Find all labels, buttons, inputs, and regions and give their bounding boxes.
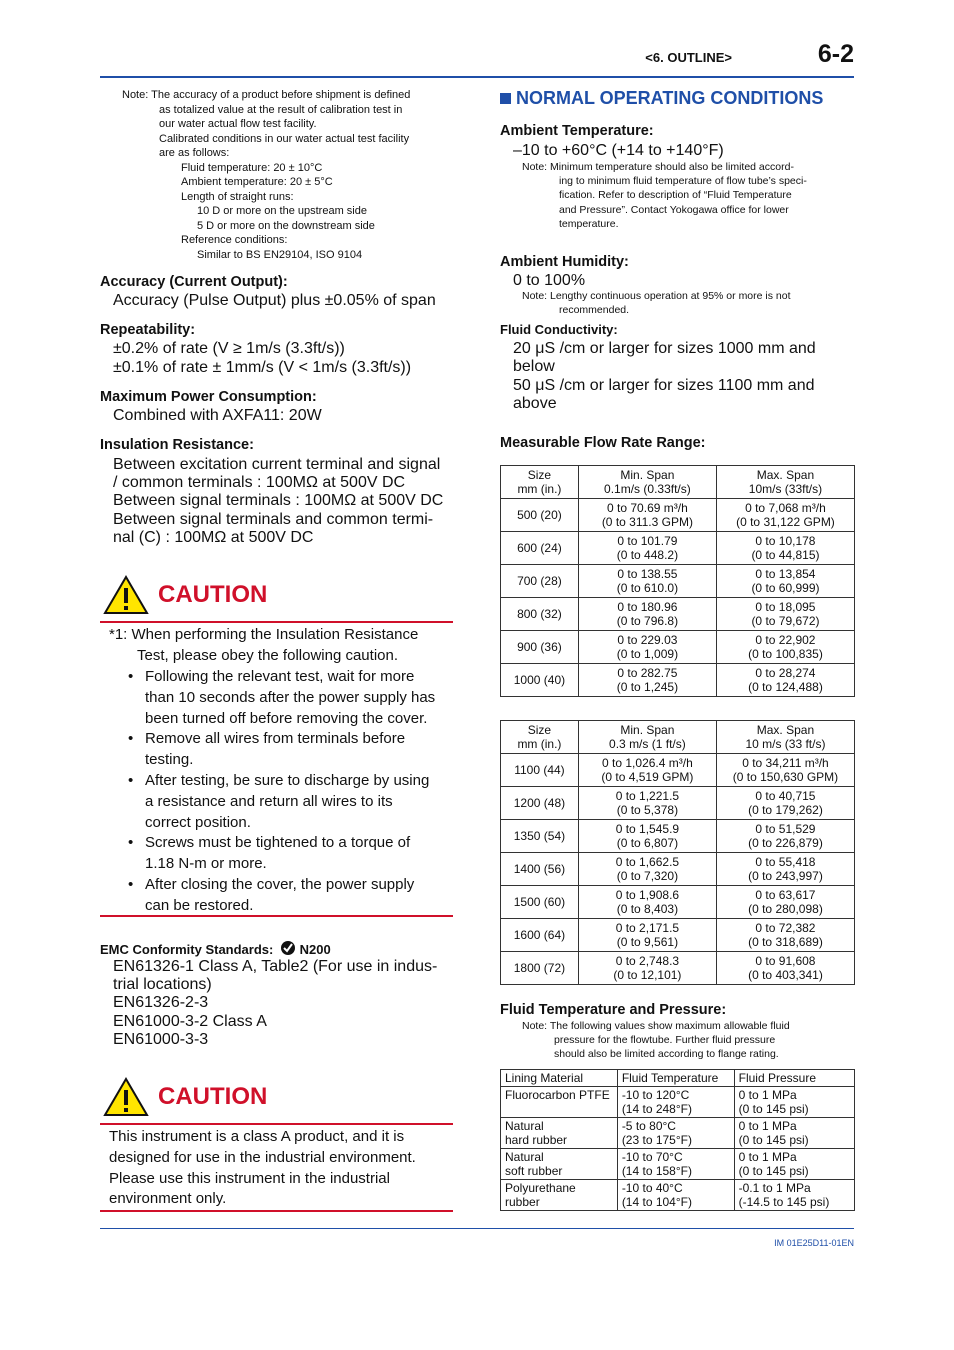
power-heading: Maximum Power Consumption: — [100, 389, 317, 405]
note-line: Fluid temperature: 20 ± 10°C — [181, 161, 323, 174]
table-header-row — [501, 466, 855, 499]
note-line: should also be limited according to flange rating. — [554, 1048, 779, 1061]
ambient-temp-heading: Ambient Temperature: — [500, 123, 654, 139]
cell-line: (0 to 243,997) — [748, 869, 823, 883]
cell-line: 800 (32) — [517, 607, 562, 621]
table-cell — [578, 820, 716, 853]
table-cell — [578, 499, 716, 532]
table-header-cell — [501, 721, 579, 754]
bullet-line: a resistance and return all wires to its — [145, 792, 393, 810]
cell-line: 1400 (56) — [513, 862, 566, 876]
conductivity-line: 20 μS /cm or larger for sizes 1000 mm and — [513, 340, 816, 357]
note-line: 10 D or more on the upstream side — [197, 205, 367, 217]
table-cell — [578, 598, 716, 631]
cell-line: (0 to 4,519 GPM) — [601, 770, 694, 784]
cell-line: 0 to 1 MPa — [738, 1150, 797, 1164]
table-cell — [501, 1087, 618, 1118]
caution-2-line: Please use this instrument in the industrial — [109, 1169, 390, 1187]
cell-line: (0 to 403,341) — [748, 968, 823, 982]
note-line: Note: Minimum temperature should also be limited accord- — [522, 161, 794, 173]
cell-line: (0 to 44,815) — [751, 548, 820, 562]
table-row — [501, 787, 855, 820]
cell-line: 900 (36) — [517, 640, 562, 654]
bullet-line: • Remove all wires from terminals before — [145, 730, 406, 748]
cell-line: 0 to 1,545.9 — [615, 822, 680, 836]
cell-line: -5 to 80°C — [621, 1119, 676, 1133]
cell-line: Min. Span — [620, 468, 675, 482]
cell-line: 1800 (72) — [513, 961, 566, 975]
bullet-line: correct position. — [145, 813, 251, 831]
accuracy-note — [100, 88, 410, 262]
note-line: ing to minimum fluid temperature of flow tube’s speci- — [559, 175, 807, 188]
cell-line: (0 to 311.3 GPM) — [601, 515, 693, 529]
c-tick-mark-icon — [280, 940, 296, 956]
cell-line: Natural — [505, 1119, 544, 1133]
note-line: Ambient temperature: 20 ± 5°C — [181, 176, 333, 188]
table-row — [501, 1180, 855, 1211]
table-cell — [501, 853, 579, 886]
cell-line: 0 to 91,608 — [755, 954, 816, 968]
cell-line: Max. Span — [756, 468, 815, 482]
cell-line: 0 to 40,715 — [755, 789, 816, 803]
cell-line: (0 to 145 psi) — [738, 1164, 809, 1178]
note-line: Note: The accuracy of a product before shipment is defined — [122, 89, 411, 101]
flow-range-table-2 — [500, 720, 855, 985]
cell-line: (0 to 145 psi) — [738, 1102, 809, 1116]
cell-line: 0 to 13,854 — [755, 567, 816, 581]
table-cell — [716, 565, 854, 598]
accuracy-heading: Accuracy (Current Output): — [100, 274, 288, 290]
table-cell — [716, 664, 854, 697]
table-cell — [617, 1180, 734, 1211]
cell-line: 0 to 51,529 — [755, 822, 816, 836]
ambient-temp-note — [522, 160, 807, 231]
caution-2-header — [100, 1075, 453, 1125]
emc-heading-row — [100, 940, 331, 957]
cell-line: 0.3 m/s (1 ft/s) — [609, 737, 686, 751]
insulation-line-4: Between signal terminals and common termi- — [113, 511, 434, 528]
cell-line: 0 to 10,178 — [755, 534, 816, 548]
table-cell — [578, 952, 716, 985]
cell-line: Min. Span — [620, 723, 675, 737]
table-cell — [734, 1149, 854, 1180]
cell-line: 0 to 229.03 — [617, 633, 678, 647]
bullet-line: been turned off before removing the cover. — [145, 709, 428, 727]
cell-line: 0 to 1,026.4 m³/h — [602, 756, 693, 770]
cell-line: (0 to 5,378) — [616, 803, 679, 817]
table-cell — [578, 631, 716, 664]
cell-line: -0.1 to 1 MPa — [738, 1181, 811, 1195]
cell-line: (0 to 6,807) — [616, 836, 679, 850]
table-row — [501, 952, 855, 985]
cell-line: 1500 (60) — [513, 895, 566, 909]
cell-line: (0 to 145 psi) — [738, 1133, 809, 1147]
bullet-line: testing. — [145, 751, 194, 769]
caution-2-bottom-rule — [100, 1210, 453, 1212]
cell-line: (0 to 31,122 GPM) — [736, 515, 835, 529]
cell-line: rubber — [505, 1195, 540, 1209]
table-cell — [501, 754, 579, 787]
bullet-line: than 10 seconds after the power supply has — [145, 688, 436, 706]
cell-line: (0 to 448.2) — [616, 548, 679, 562]
cell-line: 500 (20) — [517, 508, 562, 522]
table-cell — [578, 853, 716, 886]
insulation-line-1: Between excitation current terminal and signal — [113, 456, 441, 473]
cell-line: -10 to 70°C — [621, 1150, 683, 1164]
cell-line: 0 to 138.55 — [617, 567, 678, 581]
cell-line: (0 to 60,999) — [751, 581, 820, 595]
cell-line: 0 to 1,908.6 — [615, 888, 680, 902]
table-cell — [716, 499, 854, 532]
table-cell — [716, 754, 854, 787]
table-row — [501, 820, 855, 853]
cell-line: (0 to 9,561) — [616, 935, 679, 949]
note-line: Note: Lengthy continuous operation at 95% or more is not — [522, 290, 791, 302]
table-row — [501, 631, 855, 664]
cell-line: (0 to 124,488) — [748, 680, 823, 694]
note-line: as totalized value at the result of calibration test in — [159, 103, 403, 116]
repeatability-line-2: ±0.1% of rate ± 1mm/s (V < 1m/s (3.3ft/s)) — [113, 359, 412, 376]
table-cell — [716, 820, 854, 853]
cell-line: 1600 (64) — [513, 928, 566, 942]
note-line: Length of straight runs: — [181, 190, 294, 203]
header-rule — [100, 76, 854, 78]
table-cell — [501, 565, 579, 598]
table-header-cell: Lining Material — [501, 1070, 618, 1087]
bullet-item — [100, 875, 455, 917]
caution-1-intro-line: *1: When performing the Insulation Resistance — [109, 626, 419, 643]
note-line: Calibrated conditions in our water actual test facility — [159, 132, 410, 145]
table-cell — [617, 1149, 734, 1180]
table-cell — [501, 1118, 618, 1149]
caution-1-bottom-rule — [100, 915, 453, 917]
conductivity-line: below — [513, 358, 555, 375]
bullet-item — [100, 771, 455, 833]
table-cell — [578, 787, 716, 820]
table-cell — [578, 532, 716, 565]
table-row — [501, 1087, 855, 1118]
conductivity-line: above — [513, 395, 557, 412]
note-line: are as follows: — [159, 147, 230, 159]
cell-line: 0 to 63,617 — [755, 888, 816, 902]
fluid-conductivity-heading: Fluid Conductivity: — [500, 322, 618, 337]
cell-line: 0 to 22,902 — [755, 633, 816, 647]
section-label: <6. OUTLINE> — [645, 50, 732, 65]
table-cell — [501, 1149, 618, 1180]
cell-line: 0 to 70.69 m³/h — [607, 501, 688, 515]
note-line: pressure for the flowtube. Further fluid pressure — [554, 1034, 776, 1047]
caution-1-intro-line: Test, please obey the following caution. — [137, 646, 398, 664]
cell-line: Natural — [505, 1150, 544, 1164]
cell-line: mm (in.) — [517, 737, 562, 751]
cell-line: 0 to 2,748.3 — [615, 954, 680, 968]
bullet-line: • Screws must be tightened to a torque of — [145, 834, 411, 852]
accuracy-text: Accuracy (Pulse Output) plus ±0.05% of span — [113, 292, 436, 309]
caution-2-text — [109, 1127, 416, 1210]
cell-line: 10m/s (33ft/s) — [748, 482, 823, 496]
cell-line: (0 to 12,101) — [613, 968, 682, 982]
ambient-temp-value: –10 to +60°C (+14 to +140°F) — [513, 142, 724, 159]
table-cell — [501, 532, 579, 565]
insulation-heading: Insulation Resistance: — [100, 437, 254, 453]
table-cell — [578, 919, 716, 952]
cell-line: (23 to 175°F) — [621, 1133, 692, 1147]
table-cell — [716, 886, 854, 919]
cell-line: 0 to 55,418 — [755, 855, 816, 869]
bullet-item — [100, 667, 455, 729]
table-cell — [716, 532, 854, 565]
emc-line: EN61000-3-3 — [113, 1031, 209, 1048]
bullet-item — [100, 833, 455, 875]
table-cell — [501, 1180, 618, 1211]
document-id: IM 01E25D11-01EN — [774, 1238, 854, 1248]
table-row — [501, 754, 855, 787]
repeatability-heading: Repeatability: — [100, 322, 196, 338]
cell-line: (0 to 7,320) — [616, 869, 679, 883]
bullet-line: • Following the relevant test, wait for more — [145, 668, 415, 685]
table-header-row — [501, 1070, 855, 1087]
flow-range-heading: Measurable Flow Rate Range: — [500, 435, 706, 451]
cell-line: 0 to 2,171.5 — [615, 921, 680, 935]
repeatability-line-1: ±0.2% of rate (V ≥ 1m/s (3.3ft/s)) — [113, 340, 345, 357]
cell-line: (14 to 158°F) — [621, 1164, 692, 1178]
table-cell — [501, 598, 579, 631]
ambient-humidity-note — [522, 289, 791, 317]
table-row — [501, 1149, 855, 1180]
table-cell — [734, 1118, 854, 1149]
cell-line: Size — [527, 468, 552, 482]
cell-line: 1000 (40) — [513, 673, 566, 687]
table-cell — [716, 787, 854, 820]
cell-line: 600 (24) — [517, 541, 562, 555]
table-header-cell — [501, 466, 579, 499]
cell-line: 0 to 18,095 — [755, 600, 816, 614]
cell-line: -10 to 40°C — [621, 1181, 683, 1195]
note-line: Reference conditions: — [181, 234, 288, 246]
insulation-line-3: Between signal terminals : 100MΩ at 500V DC — [113, 492, 444, 509]
table-cell — [501, 499, 579, 532]
cell-line: hard rubber — [505, 1133, 568, 1147]
emc-heading: EMC Conformity Standards: — [100, 942, 274, 957]
cell-line: mm (in.) — [517, 482, 562, 496]
cell-line: 10 m/s (33 ft/s) — [745, 737, 826, 751]
cell-line: Size — [527, 723, 552, 737]
bullet-item — [100, 729, 455, 771]
caution-2-line: designed for use in the industrial environment. — [109, 1148, 416, 1166]
table-cell — [578, 664, 716, 697]
cell-line: soft rubber — [505, 1164, 563, 1178]
caution-1-title: CAUTION — [158, 581, 268, 608]
note-line: Similar to BS EN29104, ISO 9104 — [197, 248, 363, 261]
cell-line: 0 to 1,221.5 — [615, 789, 680, 803]
section-title: NORMAL OPERATING CONDITIONS — [516, 88, 824, 108]
note-line: 5 D or more on the downstream side — [197, 219, 375, 232]
ambient-humidity-heading: Ambient Humidity: — [500, 254, 629, 270]
cell-line: (0 to 226,879) — [748, 836, 823, 850]
cell-line: (14 to 248°F) — [621, 1102, 692, 1116]
fluid-temp-pressure-note — [522, 1019, 790, 1062]
table-header-cell: Fluid Pressure — [734, 1070, 854, 1087]
caution-2-line: This instrument is a class A product, and it is — [109, 1128, 405, 1145]
table-cell — [734, 1087, 854, 1118]
table-header-row — [501, 721, 855, 754]
table-cell — [716, 631, 854, 664]
cell-line: (0 to 1,009) — [616, 647, 679, 661]
cell-line: 0 to 101.79 — [617, 534, 678, 548]
note-line: our water actual flow test facility. — [159, 118, 317, 130]
table-cell — [578, 565, 716, 598]
table-cell — [501, 664, 579, 697]
bullet-line: • After testing, be sure to discharge by using — [145, 771, 430, 789]
table-row — [501, 664, 855, 697]
emc-line: trial locations) — [113, 976, 212, 993]
cell-line: 0 to 282.75 — [617, 666, 678, 680]
section-title-row — [500, 88, 823, 109]
cell-line: -10 to 120°C — [621, 1088, 690, 1102]
cell-line: 0 to 180.96 — [617, 600, 678, 614]
power-text: Combined with AXFA11: 20W — [113, 407, 322, 424]
square-bullet-icon — [500, 93, 511, 104]
cell-line: (0 to 610.0) — [616, 581, 679, 595]
cell-line: (14 to 104°F) — [621, 1195, 692, 1209]
insulation-line-5: nal (C) : 100MΩ at 500V DC — [113, 529, 314, 546]
table-header-cell — [716, 721, 854, 754]
cell-line: (0 to 1,245) — [616, 680, 679, 694]
insulation-line-2: / common terminals : 100MΩ at 500V DC — [113, 474, 406, 491]
table-cell — [716, 853, 854, 886]
cell-line: 0 to 1,662.5 — [615, 855, 680, 869]
emc-mark-label: N200 — [299, 942, 331, 957]
cell-line: 700 (28) — [517, 574, 562, 588]
table-cell — [716, 952, 854, 985]
table-cell — [734, 1180, 854, 1211]
cell-line: (0 to 796.8) — [616, 614, 679, 628]
conductivity-line: 50 μS /cm or larger for sizes 1100 mm and — [513, 377, 815, 394]
cell-line: (0 to 79,672) — [751, 614, 820, 628]
table-cell — [716, 598, 854, 631]
table-cell — [501, 820, 579, 853]
caution-2-title: CAUTION — [158, 1083, 268, 1110]
cell-line: 0 to 72,382 — [755, 921, 816, 935]
ambient-humidity-value: 0 to 100% — [513, 272, 586, 289]
cell-line: (-14.5 to 145 psi) — [738, 1195, 830, 1209]
warning-icon — [103, 575, 149, 615]
emc-line: EN61326-1 Class A, Table2 (For use in indus- — [113, 958, 438, 975]
table-row — [501, 853, 855, 886]
table-header-cell: Fluid Temperature — [617, 1070, 734, 1087]
cell-line: (0 to 179,262) — [748, 803, 823, 817]
caution-1-bullets — [100, 667, 455, 917]
table-cell — [501, 952, 579, 985]
bullet-line: 1.18 N-m or more. — [145, 855, 267, 873]
table-row — [501, 886, 855, 919]
note-line: and Pressure”. Contact Yokogawa office for lower — [559, 203, 789, 216]
table-row — [501, 499, 855, 532]
table-header-cell — [578, 466, 716, 499]
table-header-cell — [716, 466, 854, 499]
table-cell — [578, 754, 716, 787]
cell-line: 0 to 7,068 m³/h — [745, 501, 826, 515]
table-header-cell — [578, 721, 716, 754]
cell-line: Polyurethane — [505, 1181, 576, 1195]
table-cell — [716, 919, 854, 952]
cell-line: 1100 (44) — [514, 763, 565, 777]
cell-line: (0 to 150,630 GPM) — [732, 770, 839, 784]
caution-1-header — [100, 573, 453, 623]
cell-line: (0 to 100,835) — [748, 647, 823, 661]
emc-line: EN61000-3-2 Class A — [113, 1013, 267, 1030]
cell-line: 0 to 1 MPa — [738, 1088, 797, 1102]
cell-line: 0.1m/s (0.33ft/s) — [604, 482, 691, 496]
table-row — [501, 1118, 855, 1149]
caution-1-intro — [109, 625, 418, 667]
bullet-line: • After closing the cover, the power supply — [145, 875, 415, 893]
fluid-temp-pressure-table — [500, 1069, 855, 1211]
fluid-temp-pressure-heading: Fluid Temperature and Pressure: — [500, 1002, 727, 1018]
note-line: fication. Refer to description of “Fluid Temperature — [559, 189, 792, 202]
table-cell — [501, 631, 579, 664]
caution-2-line: environment only. — [109, 1190, 227, 1208]
table-cell — [501, 919, 579, 952]
table-cell — [501, 886, 579, 919]
note-line: recommended. — [559, 304, 630, 317]
flow-range-table-1 — [500, 465, 855, 697]
table-cell — [501, 787, 579, 820]
table-row — [501, 565, 855, 598]
cell-line: 0 to 34,211 m³/h — [742, 756, 829, 770]
cell-line: 1200 (48) — [513, 796, 566, 810]
cell-line: Fluorocarbon PTFE — [505, 1088, 610, 1102]
cell-line: 0 to 28,274 — [755, 666, 816, 680]
table-cell — [617, 1118, 734, 1149]
table-cell — [578, 886, 716, 919]
cell-line: Max. Span — [756, 723, 815, 737]
cell-line: (0 to 318,689) — [748, 935, 823, 949]
footer-rule — [100, 1228, 854, 1229]
cell-line: (0 to 8,403) — [616, 902, 679, 916]
note-line: temperature. — [559, 217, 619, 230]
cell-line: (0 to 280,098) — [748, 902, 823, 916]
warning-icon — [103, 1077, 149, 1117]
table-cell — [617, 1087, 734, 1118]
cell-line: 1350 (54) — [513, 829, 566, 843]
note-line: Note: The following values show maximum allowable fluid — [522, 1020, 790, 1032]
emc-line: EN61326-2-3 — [113, 994, 209, 1011]
table-row — [501, 532, 855, 565]
table-row — [501, 919, 855, 952]
bullet-line: can be restored. — [145, 896, 254, 914]
page-number: 6-2 — [817, 40, 854, 68]
cell-line: 0 to 1 MPa — [738, 1119, 797, 1133]
table-row — [501, 598, 855, 631]
